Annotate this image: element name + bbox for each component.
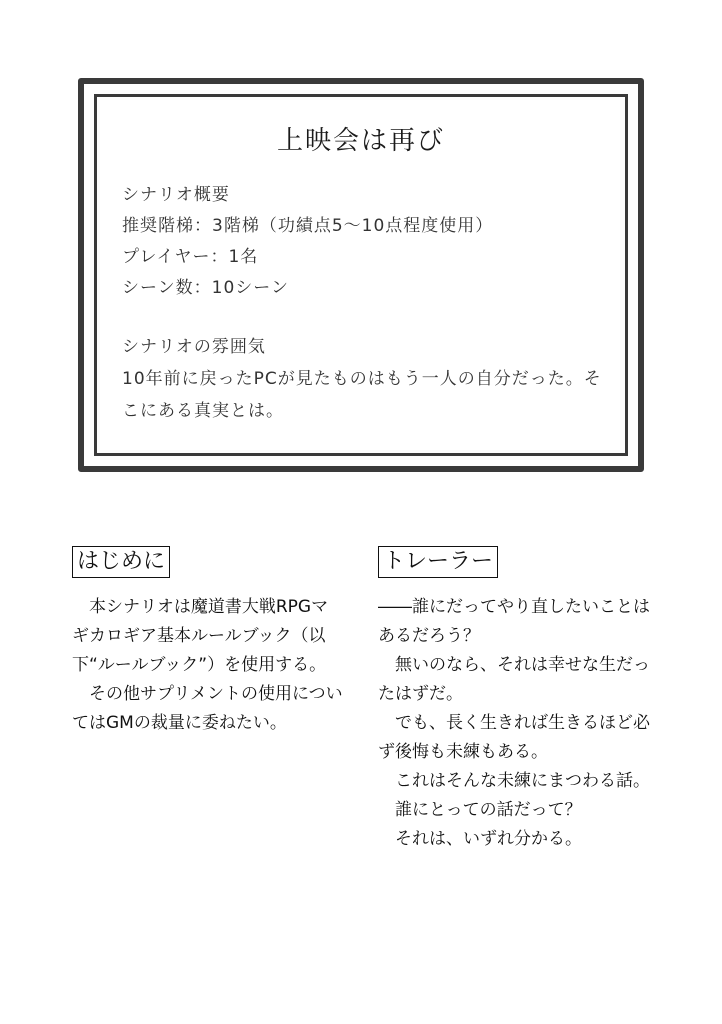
trailer-line: それは、いずれ分かる。 xyxy=(395,829,582,849)
overview-heading: シナリオ概要 xyxy=(122,185,230,205)
scene-count: シーン数：10シーン xyxy=(122,278,289,298)
trailer-line: でも、長く生きれば生きるほど必ず後悔も未練もある。 xyxy=(378,713,650,762)
trailer-heading: トレーラー xyxy=(378,546,498,578)
intro-paragraph: その他サプリメントの使用についてはGMの裁量に委ねたい。 xyxy=(72,684,343,733)
scenario-title: 上映会は再び xyxy=(276,126,445,156)
trailer-line: ――誰にだってやり直したいことはあるだろう？ xyxy=(378,597,650,646)
trailer-line: 無いのなら、それは幸せな生だったはずだ。 xyxy=(378,655,650,704)
trailer-line: 誰にとっての話だって？ xyxy=(395,800,582,820)
atmosphere-heading: シナリオの雰囲気 xyxy=(122,337,266,357)
player-count: プレイヤー：1名 xyxy=(122,247,259,267)
trailer-body xyxy=(378,593,650,854)
trailer-line: これはそんな未練にまつわる話。 xyxy=(395,771,650,791)
recommended-level: 推奨階梯：3階梯（功績点5〜10点程度使用） xyxy=(122,216,494,236)
intro-paragraph: 本シナリオは魔道書大戦RPGマギカロギア基本ルールブック（以下“ルールブック”）を使用する。 xyxy=(72,597,329,675)
intro-heading: はじめに xyxy=(72,546,170,578)
scenario-info xyxy=(122,180,612,427)
atmosphere-text: 10年前に戻ったPCが見たものはもう一人の自分だった。そこにある真実とは。 xyxy=(122,369,602,421)
intro-body xyxy=(72,593,344,738)
